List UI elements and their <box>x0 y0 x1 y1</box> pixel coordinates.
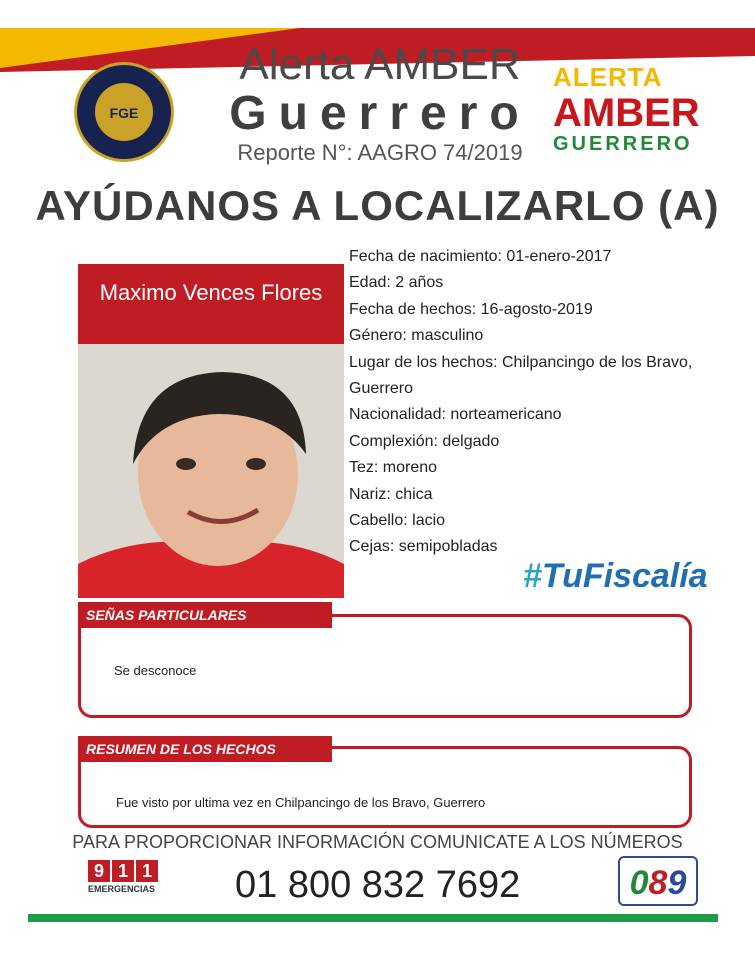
detail-event-date: Fecha de hechos: 16-agosto-2019 <box>349 300 593 318</box>
resumen-text: Fue visto por ultima vez en Chilpancingo de los Bravo, Guerrero <box>116 795 486 810</box>
alerta-amber-logo: ALERTA AMBER GUERRERO <box>553 62 700 155</box>
contact-text: PARA PROPORCIONAR INFORMACIÓN COMUNICATE A LOS NÚMEROS <box>72 832 683 852</box>
detail-nationality: Nacionalidad: norteamericano <box>349 406 562 424</box>
person-details <box>349 244 749 561</box>
senas-title: SEÑAS PARTICULARES <box>78 602 332 628</box>
detail-complexion: Tez: moreno <box>349 459 438 477</box>
fge-seal-logo: FGE <box>74 62 174 162</box>
detail-location: Lugar de los hechos: Chilpancingo de los Bravo, Guerrero <box>349 353 693 398</box>
child-photo-illustration <box>78 344 344 598</box>
911-logo: 9 1 1 EMERGENCIAS <box>88 860 160 910</box>
detail-eyebrows: Cejas: semipobladas <box>349 538 498 556</box>
detail-age: Edad: 2 años <box>349 274 444 292</box>
senas-text: Se desconoce <box>114 663 197 678</box>
headline: AYÚDANOS A LOCALIZARLO (A) <box>35 182 720 229</box>
bottom-bar <box>28 914 718 922</box>
detail-hair: Cabello: lacio <box>349 512 446 530</box>
phone-number: 01 800 832 7692 <box>235 864 521 906</box>
person-name: Maximo Vences Flores <box>78 264 344 344</box>
title-guerrero: Guerrero <box>229 87 531 140</box>
child-photo <box>78 344 344 598</box>
hashtag-tufiscalia: #TuFiscalía <box>523 557 708 595</box>
detail-birthdate: Fecha de nacimiento: 01-enero-2017 <box>349 248 612 265</box>
title-alerta-amber: Alerta AMBER <box>239 40 521 89</box>
089-logo: 089 <box>618 856 698 906</box>
resumen-title: RESUMEN DE LOS HECHOS <box>78 736 332 762</box>
detail-nose: Nariz: chica <box>349 485 433 503</box>
report-number: Reporte N°: AAGRO 74/2019 <box>237 140 523 165</box>
detail-gender: Género: masculino <box>349 327 484 345</box>
detail-build: Complexión: delgado <box>349 432 500 450</box>
